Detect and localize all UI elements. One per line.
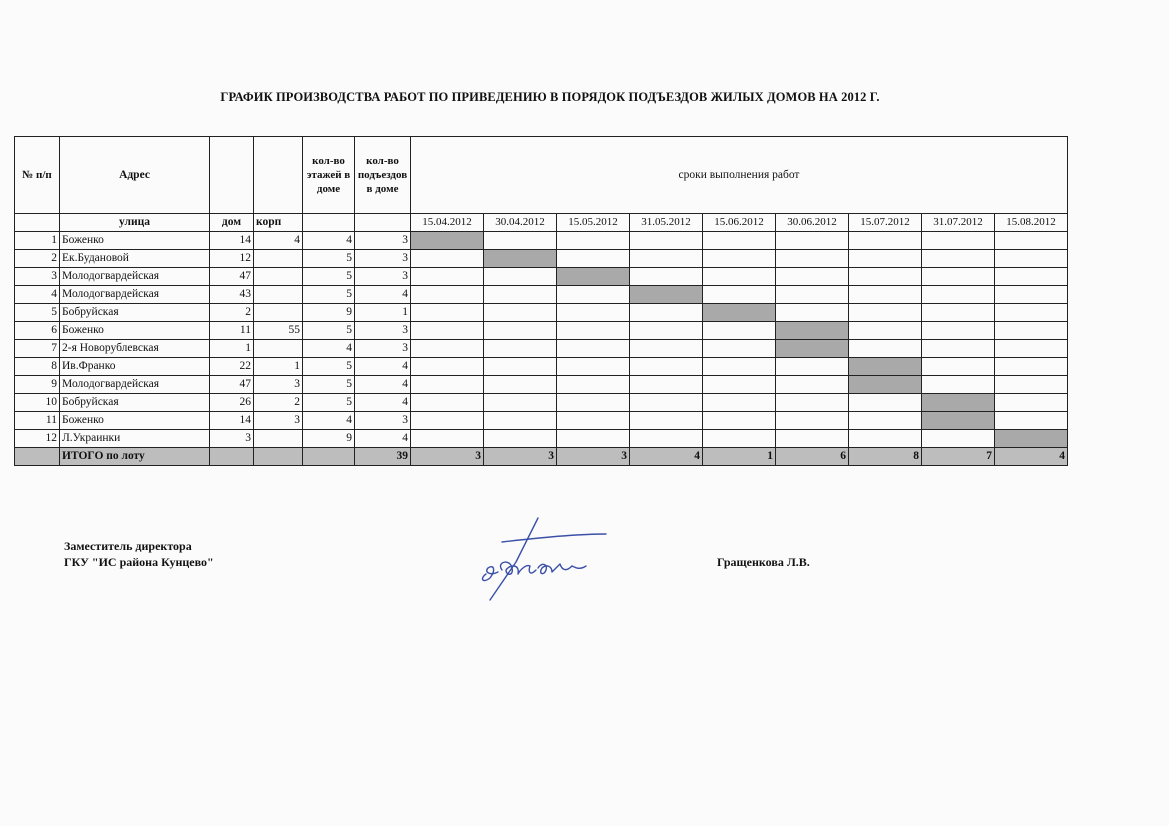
schedule-cell <box>557 412 630 430</box>
entrances-cell: 3 <box>355 322 411 340</box>
row-number: 6 <box>15 322 60 340</box>
schedule-cell <box>703 268 776 286</box>
schedule-cell <box>484 394 557 412</box>
schedule-cell <box>484 322 557 340</box>
date-header: 15.08.2012 <box>995 214 1068 232</box>
schedule-cell <box>411 268 484 286</box>
total-label: ИТОГО по лоту <box>60 448 210 466</box>
schedule-cell <box>484 376 557 394</box>
entrances-cell: 3 <box>355 232 411 250</box>
schedule-cell <box>703 430 776 448</box>
schedule-cell <box>630 268 703 286</box>
schedule-cell <box>703 412 776 430</box>
schedule-cell <box>995 358 1068 376</box>
schedule-cell <box>557 232 630 250</box>
house-cell: 14 <box>210 232 254 250</box>
total-by-date: 8 <box>849 448 922 466</box>
schedule-cell <box>849 340 922 358</box>
street-cell: Боженко <box>60 232 210 250</box>
date-header: 31.07.2012 <box>922 214 995 232</box>
row-number: 7 <box>15 340 60 358</box>
house-cell: 26 <box>210 394 254 412</box>
korp-cell: 55 <box>254 322 303 340</box>
schedule-cell <box>995 232 1068 250</box>
schedule-cell <box>484 430 557 448</box>
schedule-cell <box>484 358 557 376</box>
house-cell: 11 <box>210 322 254 340</box>
date-header: 15.06.2012 <box>703 214 776 232</box>
street-cell: Боженко <box>60 412 210 430</box>
entrances-cell: 4 <box>355 376 411 394</box>
row-number: 10 <box>15 394 60 412</box>
total-row <box>15 448 1068 466</box>
row-number: 8 <box>15 358 60 376</box>
schedule-cell <box>995 250 1068 268</box>
table-row <box>15 232 1068 250</box>
floors-cell: 4 <box>303 340 355 358</box>
table-row <box>15 286 1068 304</box>
schedule-cell <box>484 340 557 358</box>
document-title: ГРАФИК ПРОИЗВОДСТВА РАБОТ ПО ПРИВЕДЕНИЮ В ПОРЯДОК ПОДЪЕЗДОВ ЖИЛЫХ ДОМОВ НА 2012 Г. <box>220 90 880 104</box>
floors-cell: 9 <box>303 304 355 322</box>
schedule-cell <box>995 340 1068 358</box>
entrances-cell: 3 <box>355 250 411 268</box>
schedule-cell <box>703 250 776 268</box>
schedule-cell <box>630 304 703 322</box>
scheduled-period-cell <box>995 430 1068 448</box>
house-cell: 22 <box>210 358 254 376</box>
row-number: 5 <box>15 304 60 322</box>
schedule-cell <box>630 394 703 412</box>
street-cell: Молодогвардейская <box>60 268 210 286</box>
korp-cell <box>254 268 303 286</box>
schedule-cell <box>849 232 922 250</box>
schedule-cell <box>776 232 849 250</box>
col-num-header: № п/п <box>15 137 60 214</box>
schedule-cell <box>630 232 703 250</box>
schedule-cell <box>776 358 849 376</box>
row-number: 1 <box>15 232 60 250</box>
street-cell: Ив.Франко <box>60 358 210 376</box>
schedule-cell <box>995 268 1068 286</box>
row-number: 11 <box>15 412 60 430</box>
date-header: 15.04.2012 <box>411 214 484 232</box>
schedule-cell <box>630 376 703 394</box>
total-by-date: 4 <box>995 448 1068 466</box>
korp-cell <box>254 430 303 448</box>
schedule-cell <box>849 250 922 268</box>
schedule-cell <box>922 322 995 340</box>
scheduled-period-cell <box>630 286 703 304</box>
table-row <box>15 412 1068 430</box>
handwritten-signature <box>476 512 616 604</box>
col-house-header: дом <box>210 214 254 232</box>
schedule-cell <box>557 304 630 322</box>
table-row <box>15 376 1068 394</box>
schedule-cell <box>995 376 1068 394</box>
table-row <box>15 304 1068 322</box>
schedule-cell <box>630 358 703 376</box>
house-cell: 2 <box>210 304 254 322</box>
schedule-cell <box>922 340 995 358</box>
schedule-cell <box>630 412 703 430</box>
street-cell: Молодогвардейская <box>60 376 210 394</box>
table-row <box>15 268 1068 286</box>
schedule-cell <box>776 412 849 430</box>
schedule-cell <box>703 322 776 340</box>
schedule-cell <box>849 286 922 304</box>
entrances-cell: 1 <box>355 304 411 322</box>
schedule-cell <box>411 304 484 322</box>
korp-cell: 3 <box>254 376 303 394</box>
schedule-cell <box>995 286 1068 304</box>
scheduled-period-cell <box>849 376 922 394</box>
scheduled-period-cell <box>557 268 630 286</box>
schedule-cell <box>557 430 630 448</box>
col-house-header-blank <box>210 137 254 214</box>
scheduled-period-cell <box>776 322 849 340</box>
schedule-table <box>14 136 1068 466</box>
col-street-header: улица <box>60 214 210 232</box>
floors-cell: 4 <box>303 232 355 250</box>
korp-cell: 2 <box>254 394 303 412</box>
schedule-cell <box>922 304 995 322</box>
schedule-cell <box>630 340 703 358</box>
schedule-cell <box>703 394 776 412</box>
sub-entrances-blank <box>355 214 411 232</box>
schedule-cell <box>484 232 557 250</box>
schedule-cell <box>557 394 630 412</box>
date-header: 15.05.2012 <box>557 214 630 232</box>
entrances-cell: 3 <box>355 412 411 430</box>
row-number: 4 <box>15 286 60 304</box>
sub-num-blank <box>15 214 60 232</box>
floors-cell: 5 <box>303 376 355 394</box>
street-cell: Бобруйская <box>60 394 210 412</box>
schedule-cell <box>995 322 1068 340</box>
house-cell: 14 <box>210 412 254 430</box>
house-cell: 1 <box>210 340 254 358</box>
korp-cell <box>254 250 303 268</box>
sub-floors-blank <box>303 214 355 232</box>
entrances-cell: 3 <box>355 268 411 286</box>
schedule-cell <box>776 268 849 286</box>
schedule-cell <box>411 358 484 376</box>
schedule-cell <box>557 286 630 304</box>
korp-cell: 1 <box>254 358 303 376</box>
scheduled-period-cell <box>922 412 995 430</box>
schedule-cell <box>411 376 484 394</box>
total-num-cell <box>15 448 60 466</box>
schedule-cell <box>922 358 995 376</box>
entrances-cell: 3 <box>355 340 411 358</box>
entrances-cell: 4 <box>355 394 411 412</box>
korp-cell <box>254 340 303 358</box>
schedule-cell <box>703 358 776 376</box>
col-korp-header-blank <box>254 137 303 214</box>
house-cell: 47 <box>210 268 254 286</box>
schedule-cell <box>411 286 484 304</box>
street-cell: Молодогвардейская <box>60 286 210 304</box>
schedule-cell <box>557 322 630 340</box>
col-deadlines-header: сроки выполнения работ <box>411 137 1068 214</box>
signatory-name: Гращенкова Л.В. <box>717 555 810 569</box>
schedule-cell <box>411 430 484 448</box>
total-by-date: 6 <box>776 448 849 466</box>
header-row-sub <box>15 214 1068 232</box>
row-number: 2 <box>15 250 60 268</box>
total-entrances: 39 <box>355 448 411 466</box>
schedule-cell <box>703 376 776 394</box>
schedule-cell <box>630 250 703 268</box>
row-number: 9 <box>15 376 60 394</box>
total-by-date: 3 <box>484 448 557 466</box>
scheduled-period-cell <box>776 340 849 358</box>
table-row <box>15 358 1068 376</box>
schedule-cell <box>849 430 922 448</box>
schedule-cell <box>776 250 849 268</box>
total-house-cell <box>210 448 254 466</box>
scheduled-period-cell <box>703 304 776 322</box>
schedule-cell <box>849 304 922 322</box>
table-row <box>15 430 1068 448</box>
entrances-cell: 4 <box>355 430 411 448</box>
date-header: 31.05.2012 <box>630 214 703 232</box>
col-entrances-header: кол-во подъездов в доме <box>355 137 411 214</box>
house-cell: 3 <box>210 430 254 448</box>
position-line-2: ГКУ "ИС района Кунцево" <box>64 555 214 569</box>
schedule-cell <box>630 430 703 448</box>
date-header: 30.06.2012 <box>776 214 849 232</box>
table-row <box>15 250 1068 268</box>
total-by-date: 7 <box>922 448 995 466</box>
floors-cell: 5 <box>303 322 355 340</box>
street-cell: Бобруйская <box>60 304 210 322</box>
street-cell: Ек.Будановой <box>60 250 210 268</box>
house-cell: 43 <box>210 286 254 304</box>
korp-cell: 4 <box>254 232 303 250</box>
schedule-cell <box>922 430 995 448</box>
schedule-cell <box>484 286 557 304</box>
schedule-cell <box>849 268 922 286</box>
table-body <box>15 232 1068 448</box>
house-cell: 12 <box>210 250 254 268</box>
schedule-cell <box>411 394 484 412</box>
position-line-1: Заместитель директора <box>64 539 192 553</box>
row-number: 3 <box>15 268 60 286</box>
scheduled-period-cell <box>922 394 995 412</box>
schedule-cell <box>849 322 922 340</box>
total-by-date: 4 <box>630 448 703 466</box>
floors-cell: 5 <box>303 250 355 268</box>
schedule-cell <box>484 268 557 286</box>
schedule-cell <box>630 322 703 340</box>
schedule-cell <box>849 412 922 430</box>
floors-cell: 5 <box>303 358 355 376</box>
house-cell: 47 <box>210 376 254 394</box>
schedule-cell <box>776 394 849 412</box>
schedule-cell <box>776 286 849 304</box>
street-cell: Л.Украинки <box>60 430 210 448</box>
entrances-cell: 4 <box>355 358 411 376</box>
row-number: 12 <box>15 430 60 448</box>
schedule-cell <box>922 232 995 250</box>
table-row <box>15 394 1068 412</box>
floors-cell: 5 <box>303 268 355 286</box>
table-row <box>15 322 1068 340</box>
schedule-cell <box>776 304 849 322</box>
schedule-cell <box>922 268 995 286</box>
signatory-position <box>64 538 214 570</box>
street-cell: Боженко <box>60 322 210 340</box>
schedule-cell <box>703 340 776 358</box>
col-korp-header: корп <box>254 214 303 232</box>
schedule-cell <box>557 250 630 268</box>
scheduled-period-cell <box>849 358 922 376</box>
floors-cell: 5 <box>303 394 355 412</box>
total-korp-cell <box>254 448 303 466</box>
col-address-header: Адрес <box>60 137 210 214</box>
total-by-date: 1 <box>703 448 776 466</box>
scheduled-period-cell <box>411 232 484 250</box>
floors-cell: 9 <box>303 430 355 448</box>
schedule-cell <box>411 340 484 358</box>
col-floors-header: кол-во этажей в доме <box>303 137 355 214</box>
schedule-cell <box>411 250 484 268</box>
schedule-cell <box>776 376 849 394</box>
entrances-cell: 4 <box>355 286 411 304</box>
floors-cell: 4 <box>303 412 355 430</box>
schedule-cell <box>557 340 630 358</box>
korp-cell <box>254 304 303 322</box>
schedule-cell <box>922 250 995 268</box>
date-header: 30.04.2012 <box>484 214 557 232</box>
street-cell: 2-я Новорублевская <box>60 340 210 358</box>
table-row <box>15 340 1068 358</box>
schedule-cell <box>411 322 484 340</box>
schedule-cell <box>703 232 776 250</box>
schedule-cell <box>922 376 995 394</box>
schedule-cell <box>995 304 1068 322</box>
total-by-date: 3 <box>411 448 484 466</box>
total-floors-cell <box>303 448 355 466</box>
korp-cell <box>254 286 303 304</box>
schedule-cell <box>484 412 557 430</box>
scheduled-period-cell <box>484 250 557 268</box>
schedule-cell <box>849 394 922 412</box>
schedule-cell <box>411 412 484 430</box>
header-row-main <box>15 137 1068 214</box>
date-header: 15.07.2012 <box>849 214 922 232</box>
schedule-cell <box>995 412 1068 430</box>
schedule-cell <box>557 358 630 376</box>
schedule-cell <box>557 376 630 394</box>
schedule-cell <box>995 394 1068 412</box>
schedule-cell <box>703 286 776 304</box>
schedule-cell <box>776 430 849 448</box>
korp-cell: 3 <box>254 412 303 430</box>
floors-cell: 5 <box>303 286 355 304</box>
schedule-cell <box>484 304 557 322</box>
total-by-date: 3 <box>557 448 630 466</box>
schedule-cell <box>922 286 995 304</box>
